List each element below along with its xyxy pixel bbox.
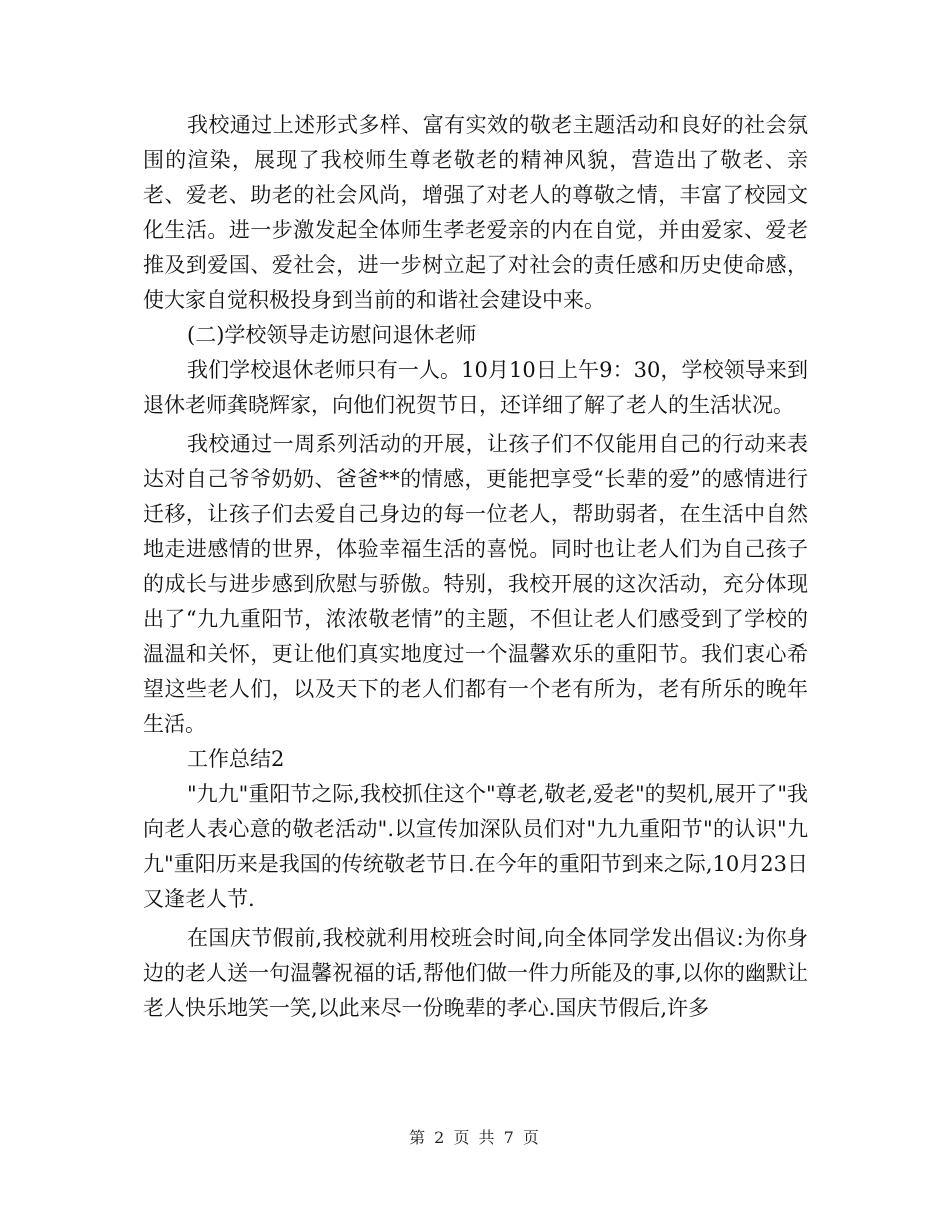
document-body xyxy=(143,108,808,1026)
paragraph-retired-teacher-visit: 我们学校退休老师只有一人。10月10日上午9：30，学校领导来到退休老师龚晓辉家，向他们祝贺节日，还详细了解了老人的生活状况。 xyxy=(143,358,808,417)
page-number-footer: 第 2 页 共 7 页 xyxy=(409,1128,541,1147)
subheading-visit-retired-teacher: (二)学校领导走访慰问退休老师 xyxy=(187,323,477,347)
paragraph-week-activities: 我校通过一周系列活动的开展，让孩子们不仅能用自己的行动来表达对自己爷爷奶奶、爸爸**的情感，更能把享受“长辈的爱”的感情进行迁移，让孩子们去爱自己身边的每一位老人，帮助弱者，在生活中自然地走进感情的世界，体验幸福生活的喜悦。同时也让老人们为自己孩子的成长与进步感到欣慰与骄傲。特别，我校开展的这次活动，充分体现出了“九九重阳节，浓浓敬老情”的主题，不但让老人们感受到了学校的温温和关怀，更让他们真实地度过一个温馨欢乐的重阳节。我们衷心希望这些老人们，以及天下的老人们都有一个老有所为，老有所乐的晚年生活。 xyxy=(143,432,808,736)
paragraph-activities-summary: 我校通过上述形式多样、富有实效的敬老主题活动和良好的社会氛围的渲染，展现了我校师生尊老敬老的精神风貌，营造出了敬老、亲老、爱老、助老的社会风尚，增强了对老人的尊敬之情，丰富了校园文化生活。进一步激发起全体师生孝老爱亲的内在自觉，并由爱家、爱老推及到爱国、爱社会，进一步树立起了对社会的责任感和历史使命感，使大家自觉积极投身到当前的和谐社会建设中来。 xyxy=(143,113,808,312)
paragraph-national-day-proposal: 在国庆节假前,我校就利用校班会时间,向全体同学发出倡议:为你身边的老人送一句温馨祝福的话,帮他们做一件力所能及的事,以你的幽默让老人快乐地笑一笑,以此来尽一份晚辈的孝心.国庆节假后,许多 xyxy=(143,926,808,1020)
section-title-work-summary-2: 工作总结2 xyxy=(187,747,285,771)
paragraph-double-ninth-festival: "九九"重阳节之际,我校抓住这个"尊老,敬老,爱老"的契机,展开了"我向老人表心意的敬老活动".以宣传加深队员们对"九九重阳节"的认识"九九"重阳历来是我国的传统敬老节日.在今年的重阳节到来之际,10月23日又逢老人节. xyxy=(143,782,808,911)
